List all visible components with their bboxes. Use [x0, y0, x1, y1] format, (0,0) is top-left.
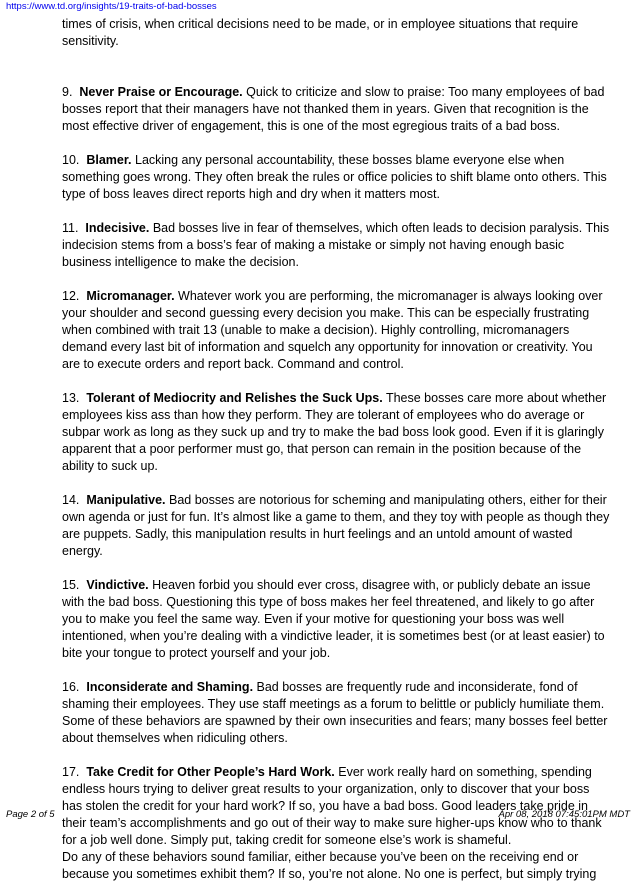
trait-title: Vindictive. [86, 578, 149, 592]
paragraph-text: times of crisis, when critical decisions need to be made, or in employee situations that require sensitivity. [62, 17, 579, 48]
trait-title: Tolerant of Mediocrity and Relishes the Suck Ups. [86, 391, 383, 405]
trait-13 [62, 390, 610, 475]
trait-body: Ever work really hard on something, spending endless hours trying to deliver great results to your organization, only to discover that your boss has stolen the credit for your hard work? If so, you have a bad boss. Good leaders take pride in their team’s accomplishments and go out of their way to make sure higher-ups know who to thank for a job well done. Simply put, taking credit for someone else’s work is shameful. [62, 765, 602, 847]
trait-title: Manipulative. [86, 493, 166, 507]
trait-number: 12. [62, 289, 80, 303]
trait-10 [62, 152, 610, 203]
trait-body: Lacking any personal accountability, these bosses blame everyone else when something goes wrong. They often break the rules or office policies to shift blame onto others. This type of boss leaves direct reports high and dry when it matters most. [62, 153, 607, 201]
trait-16 [62, 679, 610, 747]
trait-title: Micromanager. [86, 289, 175, 303]
trait-number: 10. [62, 153, 80, 167]
trait-15 [62, 577, 610, 662]
trait-title: Inconsiderate and Shaming. [86, 680, 254, 694]
paragraph-text: Do any of these behaviors sound familiar, either because you’ve been on the receiving end or because you sometimes exhibit them? If so, you’re not alone. No one is perfect, but simply trying [62, 850, 597, 881]
paragraph-continuation [62, 16, 610, 50]
trait-body: Bad bosses are notorious for scheming and manipulating others, either for their own agenda or just for fun. It’s almost like a game to them, and they toy with people as though they are puppets. Sadly, this manipulation results in hurt feelings and an untold amount of wasted energy. [62, 493, 610, 558]
trait-title: Take Credit for Other People’s Hard Work. [86, 765, 335, 779]
trait-12 [62, 288, 610, 373]
trait-number: 15. [62, 578, 80, 592]
trait-14 [62, 492, 610, 560]
trait-11 [62, 220, 610, 271]
trait-body: Whatever work you are performing, the micromanager is always looking over your shoulder and second guessing every decision you make. This can be especially frustrating when combined with trait 13 (unable to make a decision). Highly controlling, micromanagers demand every last bit of information and squelch any opportunity for innovation or creativity. You are to execute orders and report back. Command and control. [62, 289, 603, 371]
trait-body: Bad bosses live in fear of themselves, which often leads to decision paralysis. This indecision stems from a boss’s fear of making a mistake or simply not having enough basic business intelligence to make the decision. [62, 221, 610, 269]
closing-paragraph [62, 849, 610, 883]
trait-title: Never Praise or Encourage. [79, 85, 243, 99]
trait-17 [62, 764, 610, 849]
trait-number: 11. [62, 221, 79, 235]
print-timestamp: Apr 08, 2018 07:45:01PM MDT [498, 809, 630, 820]
trait-9 [62, 84, 610, 135]
trait-body: Bad bosses are frequently rude and inconsiderate, fond of shaming their employees. They use staff meetings as a forum to belittle or publicly humiliate them. Some of these behaviors are spawned by their own insecurities and fears; many bosses feel better about themselves when ridiculing others. [62, 680, 608, 745]
page-number: Page 2 of 5 [6, 809, 55, 820]
trait-number: 16. [62, 680, 80, 694]
trait-title: Blamer. [86, 153, 132, 167]
page-url-link[interactable]: https://www.td.org/insights/19-traits-of-bad-bosses [6, 1, 217, 12]
trait-body: Quick to criticize and slow to praise: Too many employees of bad bosses report that their managers have not thanked them in years. Given that recognition is the most effective driver of engagement, this is one of the most egregious traits of a bad boss. [62, 85, 605, 133]
article-body [62, 16, 610, 883]
trait-number: 9. [62, 85, 73, 99]
trait-title: Indecisive. [85, 221, 150, 235]
trait-number: 14. [62, 493, 80, 507]
trait-body: These bosses care more about whether employees kiss ass than how they perform. They are tolerant of employees who do average or subpar work as long as they suck up and try to make the bad boss look good. Even if it is glaringly apparent that a poor performer must go, that person can remain in the position because of the ability to suck up. [62, 391, 607, 473]
trait-number: 17. [62, 765, 80, 779]
trait-body: Heaven forbid you should ever cross, disagree with, or publicly debate an issue with the bad boss. Questioning this type of boss makes her feel threatened, and likely to go after you to make you feel the same way. Even if your motive for questioning your boss was well intentioned, when you’re dealing with a vindictive leader, it is sometimes best (or at least easier) to bite your tongue to protect yourself and your job. [62, 578, 605, 660]
trait-number: 13. [62, 391, 80, 405]
